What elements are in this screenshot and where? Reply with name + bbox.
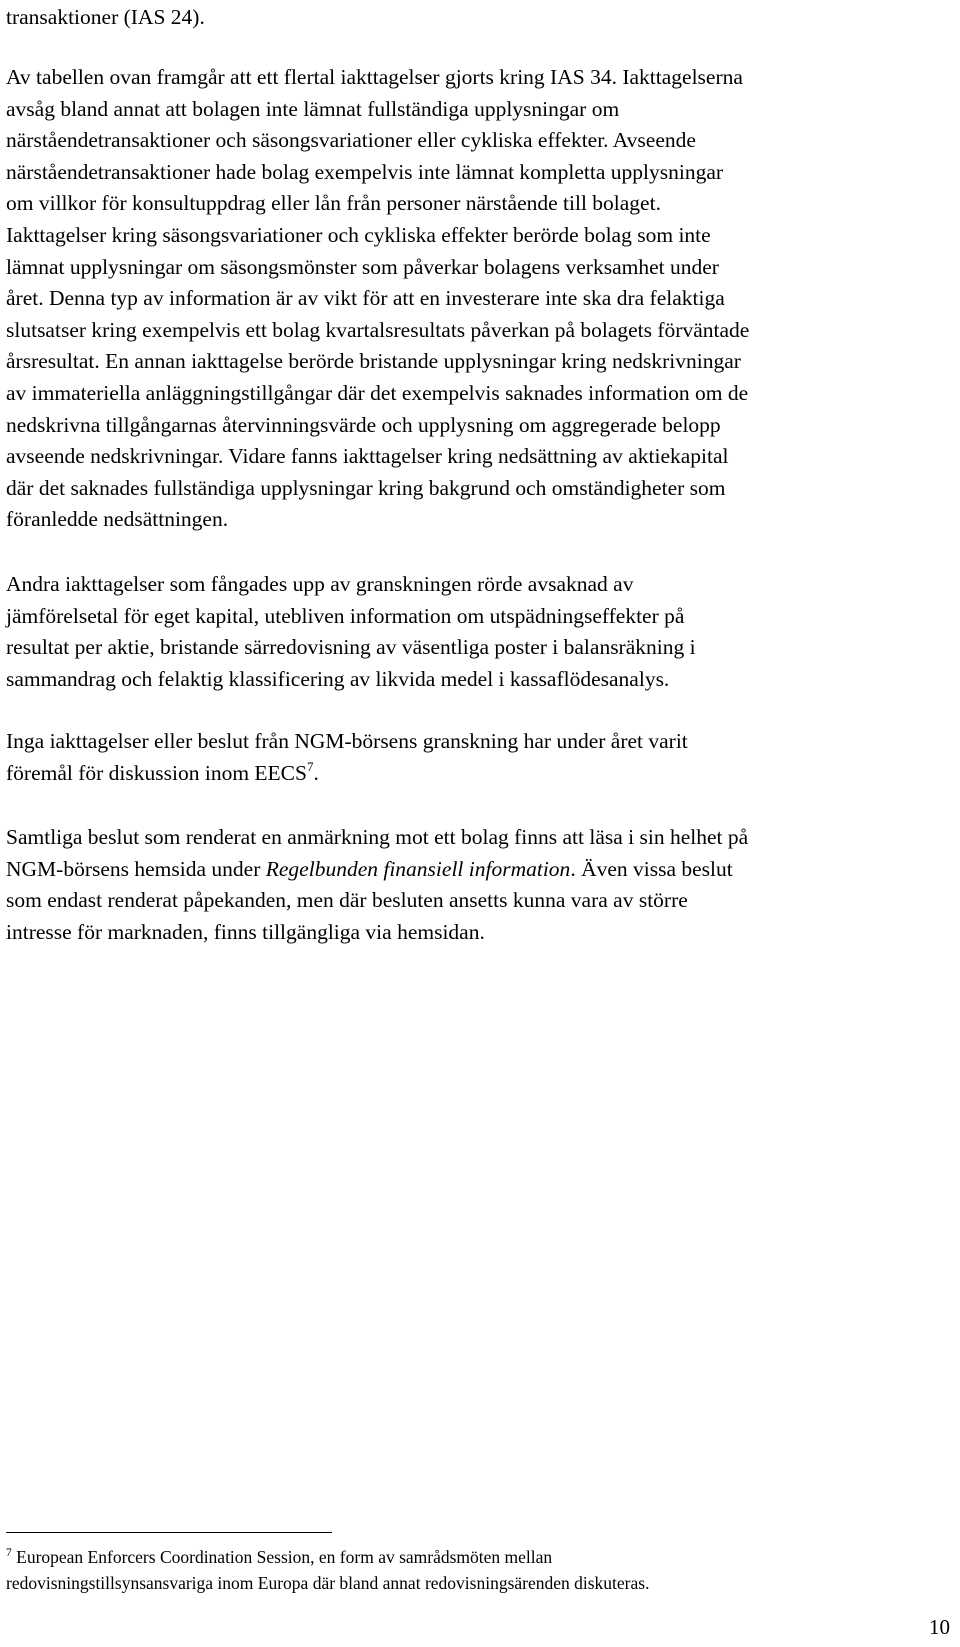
text-run: . — [313, 760, 319, 785]
text-line: slutsatser kring exempelvis ett bolag kvartalsresultats påverkan på bolagets förväntade — [6, 317, 750, 342]
paragraph-other-observations — [6, 569, 956, 695]
text-line: Andra iakttagelser som fångades upp av granskningen rörde avsaknad av — [6, 572, 634, 596]
text-line: närståendetransaktioner och säsongsvariationer eller cykliska effekter. Avseende — [6, 128, 696, 153]
text-line: Iakttagelser kring säsongsvariationer och cykliska effekter berörde bolag som inte — [6, 222, 711, 247]
text-line: året. Denna typ av information är av vikt för att en investerare inte ska dra felaktiga — [6, 286, 725, 311]
section-reference-italic: Regelbunden finansiell information — [265, 856, 571, 881]
text-line: transaktioner (IAS 24). — [6, 5, 205, 29]
text-line: intresse för marknaden, finns tillgängliga via hemsidan. — [6, 919, 485, 944]
paragraph-ias34-observations — [6, 62, 956, 536]
text-line — [6, 758, 956, 790]
text-line: sammandrag och felaktig klassificering av likvida medel i kassaflödesanalys. — [6, 666, 670, 691]
text-line: av immateriella anläggningstillgångar där det exempelvis saknades information om de — [6, 380, 749, 405]
footnote-reference: 7 — [306, 758, 314, 774]
text-line: närståendetransaktioner hade bolag exempelvis inte lämnat kompletta upplysningar — [6, 159, 724, 184]
text-line: Inga iakttagelser eller beslut från NGM-börsens granskning har under året varit — [6, 729, 688, 753]
text-run: . Även vissa beslut — [570, 856, 733, 881]
text-run: föremål för diskussion inom EECS — [6, 760, 307, 785]
text-line: föranledde nedsättningen. — [6, 507, 229, 532]
text-line: Av tabellen ovan framgår att ett flertal iakttagelser gjorts kring IAS 34. Iakttagelserna — [6, 65, 743, 89]
paragraph-intro-fragment — [6, 2, 956, 34]
footnote-line — [6, 1544, 956, 1570]
text-line: resultat per aktie, bristande särredovisning av väsentliga poster i balansräkning i — [6, 635, 696, 660]
page-number: 10 — [929, 1615, 950, 1639]
text-line: som endast renderat påpekanden, men där besluten ansetts kunna vara av större — [6, 888, 688, 913]
text-line: där det saknades fullständiga upplysningar kring bakgrund och omständigheter som — [6, 475, 726, 500]
footnote-marker: 7 — [6, 1547, 12, 1559]
text-line: Samtliga beslut som renderat en anmärkning mot ett bolag finns att läsa i sin helhet på — [6, 825, 749, 849]
text-line: årsresultat. En annan iakttagelse berörde bristande upplysningar kring nedskrivningar — [6, 349, 741, 374]
footnote-line: redovisningstillsynsansvariga inom Europa där bland annat redovisningsärenden diskuteras. — [6, 1573, 650, 1593]
text-line: jämförelsetal för eget kapital, utebliven information om utspädningseffekter på — [6, 603, 685, 628]
text-line — [6, 854, 956, 886]
text-line: avseende nedskrivningar. Vidare fanns iakttagelser kring nedsättning av aktiekapital — [6, 444, 729, 469]
text-line: avsåg bland annat att bolagen inte lämnat fullständiga upplysningar om — [6, 96, 620, 121]
text-line: lämnat upplysningar om säsongsmönster som påverkar bolagens verksamhet under — [6, 254, 719, 279]
text-line: om villkor för konsultuppdrag eller lån från personer närstående till bolaget. — [6, 191, 661, 216]
text-run: European Enforcers Coordination Session, en form av samrådsmöten mellan — [11, 1547, 553, 1567]
text-run: NGM-börsens hemsida under — [6, 856, 266, 881]
paragraph-decisions-website — [6, 822, 956, 948]
paragraph-eecs — [6, 726, 956, 789]
text-line: nedskrivna tillgångarnas återvinningsvärde och upplysning om aggregerade belopp — [6, 412, 721, 437]
footnote-divider — [6, 1532, 332, 1533]
footnote — [6, 1544, 956, 1596]
